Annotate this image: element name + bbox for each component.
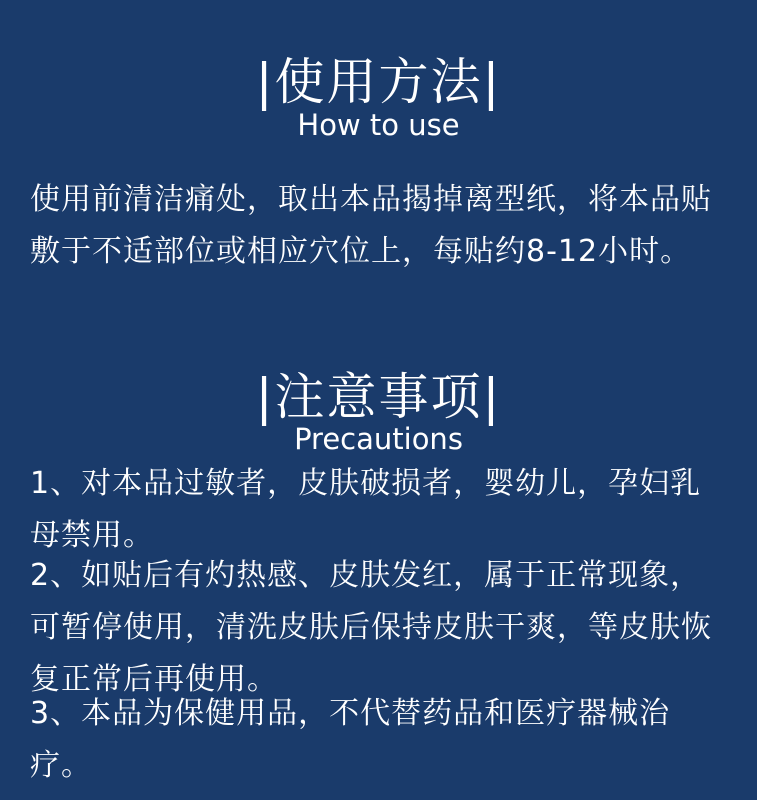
precaution-item-3: 3、本品为保健用品，不代替药品和医疗器械治疗。	[30, 696, 671, 783]
precautions-title: |注意事项|	[255, 368, 502, 426]
usage-title: |使用方法|	[255, 53, 502, 111]
usage-text: 使用前清洁痛处，取出本品揭掉离型纸，将本品贴敷于不适部位或相应穴位上，每贴约8-12小时。	[30, 182, 712, 269]
usage-subtitle: How to use	[297, 108, 460, 142]
precaution-item-1: 1、对本品过敏者，皮肤破损者，婴幼儿，孕妇乳母禁用。	[30, 466, 702, 553]
precaution-item-2: 2、如贴后有灼热感、皮肤发红，属于正常现象，可暂停使用，清洗皮肤后保持皮肤干爽，等皮肤恢复正常后再使用。	[30, 558, 712, 697]
precautions-subtitle: Precautions	[294, 422, 463, 456]
